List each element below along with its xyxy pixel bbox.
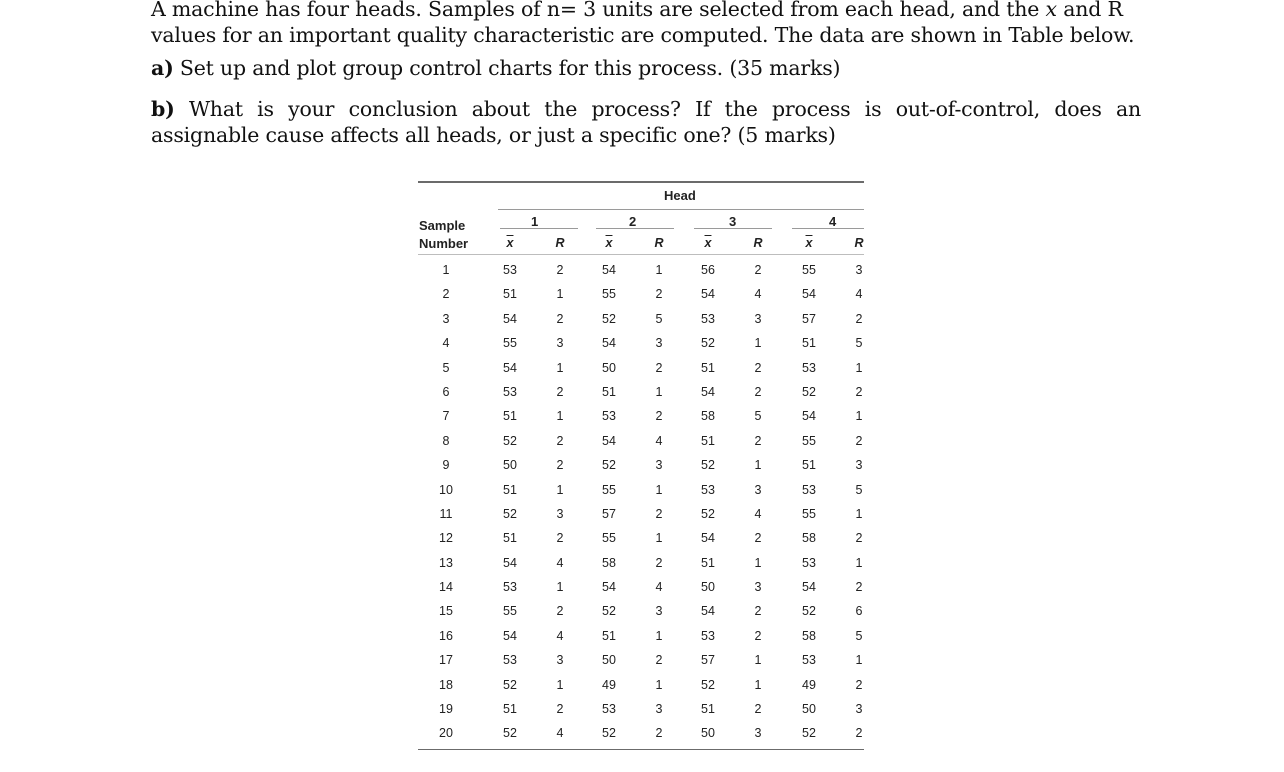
head-3-rule [694, 228, 772, 229]
cell-head3-xbar: 51 [701, 555, 715, 570]
question-text [151, 0, 1141, 148]
cell-head2-xbar: 51 [602, 384, 616, 399]
cell-head2-r: 2 [655, 653, 663, 668]
col-header-xbar-1: $\overline{x}$ [506, 236, 514, 250]
cell-head1-xbar: 52 [503, 677, 517, 692]
cell-head2-r: 5 [655, 311, 663, 326]
cell-head3-r: 2 [754, 360, 762, 375]
cell-head4-xbar: 58 [802, 628, 816, 643]
cell-sample-number: 10 [439, 482, 453, 497]
cell-head3-r: 1 [754, 458, 762, 473]
cell-head2-xbar: 53 [602, 702, 616, 717]
xbar-symbol: $\overline{x}$ [1045, 0, 1057, 21]
cell-head3-xbar: 54 [701, 287, 715, 302]
part-a-label: a) [151, 56, 174, 80]
cell-head4-r: 2 [855, 311, 863, 326]
cell-head3-r: 2 [754, 604, 762, 619]
cell-sample-number: 7 [442, 409, 450, 424]
table-row [418, 648, 864, 672]
cell-head1-xbar: 55 [503, 336, 517, 351]
table-row [418, 624, 864, 648]
cell-head2-xbar: 54 [602, 263, 616, 277]
cell-head1-xbar: 52 [503, 506, 517, 521]
cell-head4-xbar: 51 [802, 336, 816, 351]
cell-head3-xbar: 53 [701, 482, 715, 497]
cell-sample-number: 13 [439, 555, 453, 570]
cell-head2-xbar: 52 [602, 311, 616, 326]
cell-head1-r: 3 [556, 336, 564, 351]
cell-head4-r: 1 [855, 360, 863, 375]
table-row [418, 429, 864, 453]
cell-head3-xbar: 50 [701, 726, 715, 741]
cell-head4-xbar: 54 [802, 580, 816, 595]
cell-head2-xbar: 57 [602, 506, 616, 521]
cell-head1-r: 2 [556, 531, 564, 546]
cell-head2-xbar: 58 [602, 555, 616, 570]
cell-head4-r: 5 [855, 336, 863, 351]
cell-sample-number: 5 [442, 360, 450, 375]
cell-head1-r: 1 [556, 580, 564, 595]
table-row [418, 551, 864, 575]
part-b-label: b) [151, 97, 175, 121]
cell-head1-r: 1 [556, 677, 564, 692]
cell-head4-r: 6 [855, 604, 863, 619]
cell-head4-r: 3 [855, 702, 863, 717]
col-header-r-1: R [555, 236, 565, 250]
table-bottom-rule [418, 749, 864, 750]
cell-head2-r: 2 [655, 287, 663, 302]
col-header-r-3: R [753, 236, 763, 250]
cell-head1-xbar: 53 [503, 263, 517, 277]
cell-head2-xbar: 55 [602, 531, 616, 546]
col-header-xbar-3: $\overline{x}$ [704, 236, 712, 250]
cell-head4-xbar: 53 [802, 555, 816, 570]
question-intro [151, 0, 1141, 48]
cell-head1-r: 4 [556, 555, 564, 570]
cell-head4-r: 5 [855, 628, 863, 643]
cell-head1-r: 2 [556, 263, 564, 277]
cell-head3-r: 2 [754, 702, 762, 717]
cell-head2-xbar: 54 [602, 433, 616, 448]
cell-head4-r: 3 [855, 263, 863, 277]
table-row [418, 258, 864, 282]
cell-head2-r: 2 [655, 409, 663, 424]
cell-head1-r: 2 [556, 702, 564, 717]
table-row [418, 478, 864, 502]
table-row [418, 282, 864, 306]
cell-head4-r: 2 [855, 384, 863, 399]
cell-head3-xbar: 52 [701, 336, 715, 351]
cell-head1-r: 3 [556, 653, 564, 668]
cell-head2-r: 1 [655, 677, 663, 692]
cell-head2-r: 4 [655, 580, 663, 595]
table-row [418, 673, 864, 697]
cell-head2-r: 2 [655, 506, 663, 521]
head-1-rule [500, 228, 578, 229]
part-b-text: What is your conclusion about the process? If the process is out-of-control, does an assignable cause affects all heads, or just a specific one? (5 marks) [151, 97, 1141, 147]
table-row [418, 356, 864, 380]
cell-head1-xbar: 54 [503, 628, 517, 643]
cell-head2-xbar: 52 [602, 726, 616, 741]
cell-head3-xbar: 51 [701, 702, 715, 717]
cell-head2-xbar: 50 [602, 360, 616, 375]
cell-head1-xbar: 52 [503, 433, 517, 448]
cell-head2-xbar: 51 [602, 628, 616, 643]
intro-text-part2: and R values for an important quality characteristic are computed. The data are shown in Table below. [151, 0, 1135, 47]
table-top-rule [418, 181, 864, 183]
cell-head4-xbar: 57 [802, 311, 816, 326]
cell-head4-r: 5 [855, 482, 863, 497]
cell-head4-xbar: 50 [802, 702, 816, 717]
cell-head4-xbar: 53 [802, 360, 816, 375]
table-row [418, 721, 864, 745]
cell-head3-r: 4 [754, 287, 762, 302]
cell-head1-xbar: 53 [503, 653, 517, 668]
cell-sample-number: 8 [442, 433, 450, 448]
cell-head1-xbar: 54 [503, 311, 517, 326]
cell-head1-xbar: 51 [503, 409, 517, 424]
column-header-rule [418, 254, 864, 255]
cell-head3-xbar: 52 [701, 458, 715, 473]
cell-head3-r: 2 [754, 263, 762, 277]
cell-head2-xbar: 55 [602, 482, 616, 497]
cell-head4-r: 2 [855, 677, 863, 692]
table-row [418, 526, 864, 550]
cell-head3-xbar: 52 [701, 506, 715, 521]
col-header-xbar-2: $\overline{x}$ [605, 236, 613, 250]
cell-head1-xbar: 54 [503, 555, 517, 570]
cell-head3-r: 3 [754, 726, 762, 741]
cell-head2-xbar: 52 [602, 458, 616, 473]
cell-head4-r: 1 [855, 409, 863, 424]
cell-head3-r: 1 [754, 555, 762, 570]
table-row [418, 575, 864, 599]
cell-head3-r: 2 [754, 531, 762, 546]
cell-head1-r: 1 [556, 360, 564, 375]
cell-head2-r: 4 [655, 433, 663, 448]
cell-head1-xbar: 53 [503, 384, 517, 399]
cell-head3-xbar: 58 [701, 409, 715, 424]
col-header-xbar-4: $\overline{x}$ [805, 236, 813, 250]
question-part-a [151, 55, 1141, 81]
cell-head4-r: 1 [855, 555, 863, 570]
cell-head2-r: 3 [655, 336, 663, 351]
table-body [418, 258, 864, 746]
col-header-r-4: R [854, 236, 864, 250]
cell-head3-xbar: 54 [701, 384, 715, 399]
head-number-3: 3 [729, 214, 737, 229]
cell-head3-xbar: 50 [701, 580, 715, 595]
cell-head1-r: 2 [556, 458, 564, 473]
cell-head3-r: 5 [754, 409, 762, 424]
cell-head3-r: 1 [754, 336, 762, 351]
cell-head3-r: 2 [754, 384, 762, 399]
cell-head4-xbar: 49 [802, 677, 816, 692]
cell-sample-number: 17 [439, 653, 453, 668]
cell-head3-xbar: 51 [701, 433, 715, 448]
cell-head1-r: 2 [556, 604, 564, 619]
cell-head1-xbar: 51 [503, 287, 517, 302]
cell-sample-number: 15 [439, 604, 453, 619]
cell-head4-r: 2 [855, 580, 863, 595]
table-row [418, 599, 864, 623]
cell-sample-number: 9 [442, 458, 450, 473]
cell-head4-xbar: 55 [802, 263, 816, 277]
cell-head4-xbar: 53 [802, 653, 816, 668]
cell-head1-r: 2 [556, 433, 564, 448]
cell-head3-xbar: 54 [701, 531, 715, 546]
head-number-4: 4 [829, 214, 837, 229]
cell-head1-r: 4 [556, 628, 564, 643]
cell-head2-xbar: 52 [602, 604, 616, 619]
cell-head1-xbar: 55 [503, 604, 517, 619]
cell-sample-number: 3 [442, 311, 450, 326]
head-group-header: Head [664, 188, 696, 203]
cell-head4-r: 2 [855, 531, 863, 546]
cell-head1-xbar: 53 [503, 580, 517, 595]
cell-head2-r: 1 [655, 384, 663, 399]
cell-head2-r: 2 [655, 360, 663, 375]
sample-label-line1: Sample [419, 218, 466, 233]
table-row [418, 453, 864, 477]
table-row [418, 502, 864, 526]
cell-head1-r: 2 [556, 384, 564, 399]
cell-head2-xbar: 50 [602, 653, 616, 668]
part-a-text: Set up and plot group control charts for this process. (35 marks) [173, 56, 841, 80]
cell-head3-r: 3 [754, 482, 762, 497]
cell-head3-r: 2 [754, 628, 762, 643]
cell-head2-r: 3 [655, 702, 663, 717]
cell-sample-number: 19 [439, 702, 453, 717]
head-header-rule [498, 209, 864, 210]
head-number-1: 1 [531, 214, 539, 229]
table-row [418, 697, 864, 721]
cell-head2-r: 2 [655, 726, 663, 741]
cell-head3-xbar: 54 [701, 604, 715, 619]
cell-head4-xbar: 58 [802, 531, 816, 546]
cell-sample-number: 6 [442, 384, 450, 399]
head-number-2: 2 [629, 214, 637, 229]
cell-sample-number: 14 [439, 580, 453, 595]
cell-head1-r: 3 [556, 506, 564, 521]
cell-head2-r: 1 [655, 628, 663, 643]
cell-head2-xbar: 55 [602, 287, 616, 302]
cell-head3-xbar: 51 [701, 360, 715, 375]
cell-head4-xbar: 55 [802, 433, 816, 448]
cell-sample-number: 18 [439, 677, 453, 692]
sample-number-header [419, 217, 468, 253]
sample-label-line2: Number [419, 236, 469, 251]
cell-head1-r: 1 [556, 482, 564, 497]
cell-head2-r: 3 [655, 604, 663, 619]
cell-head4-xbar: 54 [802, 409, 816, 424]
cell-head2-r: 1 [655, 531, 663, 546]
cell-head1-xbar: 54 [503, 360, 517, 375]
cell-head4-r: 4 [855, 287, 863, 302]
cell-sample-number: 20 [439, 726, 453, 741]
cell-head2-xbar: 54 [602, 336, 616, 351]
cell-sample-number: 16 [439, 628, 453, 643]
cell-head2-r: 1 [655, 263, 663, 277]
cell-head2-xbar: 53 [602, 409, 616, 424]
cell-head1-r: 1 [556, 409, 564, 424]
cell-head3-r: 4 [754, 506, 762, 521]
cell-head1-xbar: 51 [503, 702, 517, 717]
cell-sample-number: 2 [442, 287, 450, 302]
data-table [418, 181, 864, 753]
cell-head3-xbar: 52 [701, 677, 715, 692]
head-4-rule [792, 228, 864, 229]
table-row [418, 380, 864, 404]
cell-sample-number: 1 [442, 263, 450, 277]
cell-head3-r: 2 [754, 433, 762, 448]
cell-head4-xbar: 51 [802, 458, 816, 473]
cell-head3-r: 3 [754, 311, 762, 326]
cell-head4-xbar: 53 [802, 482, 816, 497]
cell-head4-xbar: 54 [802, 287, 816, 302]
cell-head3-xbar: 57 [701, 653, 715, 668]
cell-head2-r: 3 [655, 458, 663, 473]
cell-head1-r: 1 [556, 287, 564, 302]
head-2-rule [596, 228, 674, 229]
cell-sample-number: 12 [439, 531, 453, 546]
table-row [418, 331, 864, 355]
cell-head4-xbar: 52 [802, 384, 816, 399]
intro-text-part1: A machine has four heads. Samples of n= 3 units are selected from each head, and the [151, 0, 1046, 21]
cell-head1-xbar: 51 [503, 482, 517, 497]
cell-head1-xbar: 50 [503, 458, 517, 473]
cell-head2-r: 1 [655, 482, 663, 497]
cell-head4-r: 1 [855, 653, 863, 668]
cell-head1-r: 4 [556, 726, 564, 741]
cell-head4-r: 1 [855, 506, 863, 521]
cell-head4-r: 2 [855, 433, 863, 448]
cell-head4-r: 3 [855, 458, 863, 473]
cell-sample-number: 4 [442, 336, 450, 351]
cell-sample-number: 11 [439, 506, 453, 521]
table-row [418, 404, 864, 428]
cell-head2-r: 2 [655, 555, 663, 570]
cell-head3-r: 3 [754, 580, 762, 595]
cell-head3-xbar: 53 [701, 628, 715, 643]
cell-head1-r: 2 [556, 311, 564, 326]
cell-head4-r: 2 [855, 726, 863, 741]
cell-head4-xbar: 52 [802, 604, 816, 619]
cell-head3-xbar: 53 [701, 311, 715, 326]
cell-head1-xbar: 52 [503, 726, 517, 741]
cell-head3-r: 1 [754, 653, 762, 668]
cell-head3-xbar: 56 [701, 263, 715, 277]
cell-head2-xbar: 49 [602, 677, 616, 692]
cell-head4-xbar: 55 [802, 506, 816, 521]
cell-head1-xbar: 51 [503, 531, 517, 546]
table-row [418, 307, 864, 331]
cell-head4-xbar: 52 [802, 726, 816, 741]
cell-head3-r: 1 [754, 677, 762, 692]
question-part-b [151, 96, 1141, 148]
cell-head2-xbar: 54 [602, 580, 616, 595]
col-header-r-2: R [654, 236, 664, 250]
